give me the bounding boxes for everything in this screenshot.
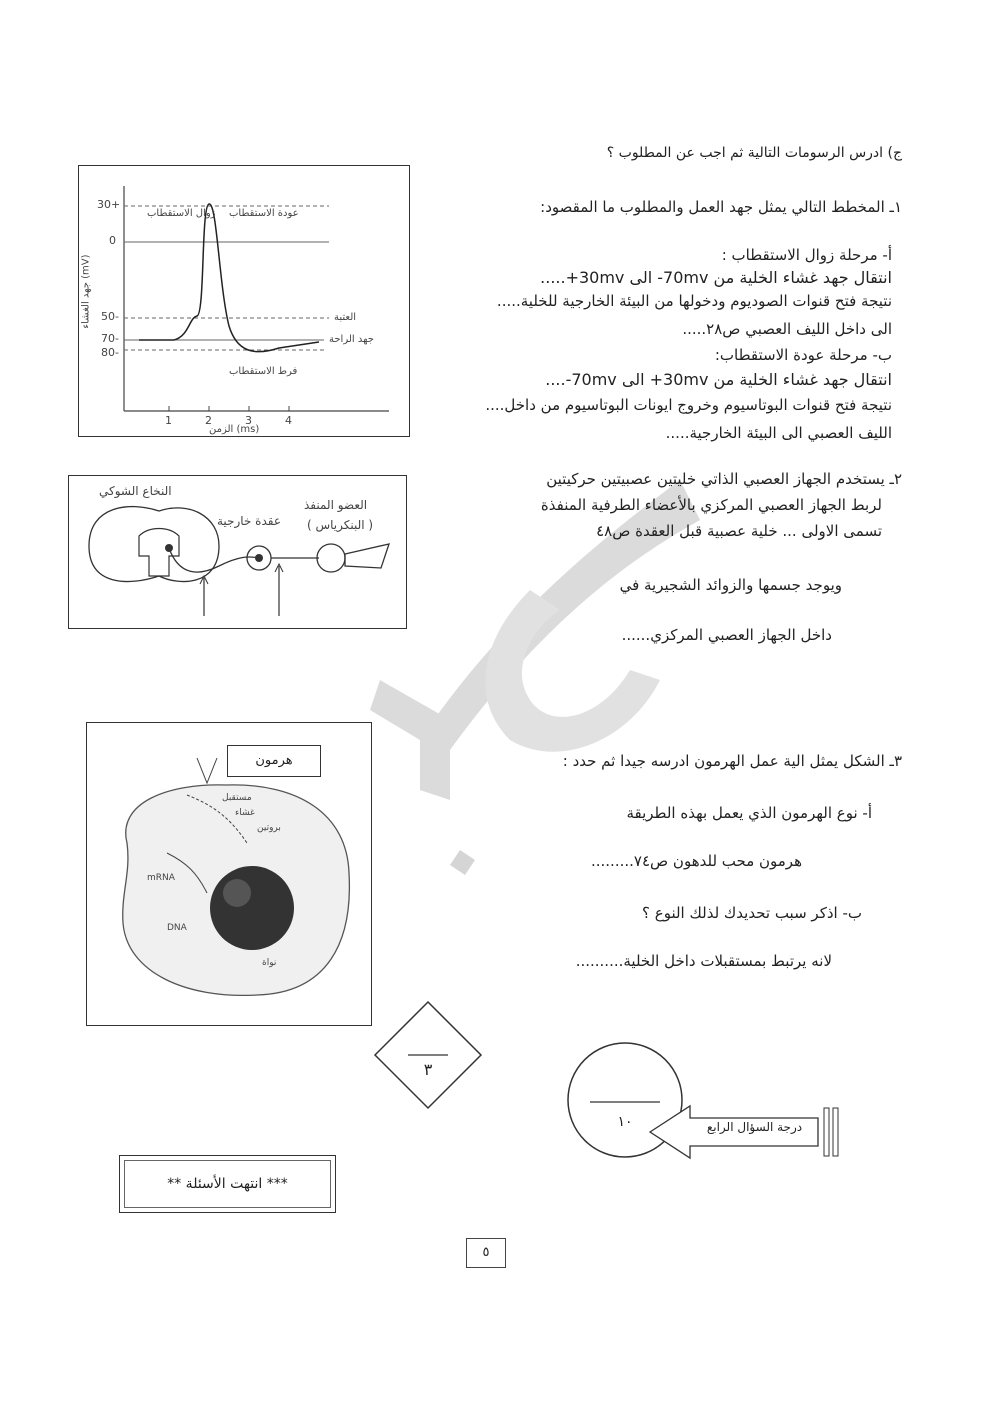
end-of-questions-box (119, 1155, 336, 1213)
x-label-1: 1 (165, 414, 172, 427)
q3-a-answer: هرمون محب للدهون ص٧٤......... (590, 852, 802, 870)
y-label-minus80: -80 (101, 346, 119, 359)
x-label-4: 4 (285, 414, 292, 427)
q3-b: ب- اذكر سبب تحديدك لذلك النوع ؟ (642, 904, 862, 922)
q2-line4: ويوجد جسمها والزوائد الشجيرية في (619, 576, 842, 594)
q1-a-line1: انتقال جهد غشاء الخلية من 70mv- الى 30mv+..... (540, 268, 892, 287)
x-label-3: 3 (245, 414, 252, 427)
nerve-pathway-figure (68, 475, 407, 629)
page-number-value: ٥ (482, 1245, 490, 1260)
part-nucleus: نواة (262, 958, 277, 968)
depolarization-label: زوال الاستقطاب (147, 208, 216, 219)
arrow-label: درجة السؤال الرابع (706, 1120, 803, 1134)
q3-b-answer: لانه يرتبط بمستقبلات داخل الخلية.......... (575, 952, 832, 970)
q1-b-line2: نتيجة فتح قنوات البوتاسيوم وخروج ايونات البوتاسيوم من داخل.... (485, 396, 892, 414)
q2-line1: ٢ـ يستخدم الجهاز العصبي الذاتي خليتين عصبيتين حركيتين (546, 470, 902, 488)
threshold-label: العتبة (334, 312, 357, 323)
q2-line5: داخل الجهاز العصبي المركزي...... (621, 626, 832, 644)
q2-line2: لربط الجهاز العصبي المركزي بالأعضاء الطرفية المنفذة (540, 496, 882, 514)
q2-line3: تسمى الاولى ... خلية عصبية قبل العقدة ص٤٨ (596, 522, 882, 540)
part-mrna: mRNA (147, 873, 175, 883)
q1-b-line1: انتقال جهد غشاء الخلية من 30mv+ الى 70mv-.... (545, 370, 892, 389)
y-axis-title: (mV) جهد الغشاء (80, 254, 92, 329)
y-label-0: 0 (109, 234, 116, 247)
effector-organ-label: العضو المنفذ (304, 498, 368, 512)
action-potential-figure (78, 165, 410, 437)
part-membrane: غشاء (235, 808, 255, 818)
part-protein: بروتين (257, 823, 281, 833)
ganglion-label: عقدة خارجية (217, 514, 281, 528)
q1-text: ١ـ المخطط التالي يمثل جهد العمل والمطلوب ما المقصود: (540, 198, 902, 216)
circle-grade-value: ١٠ (617, 1114, 633, 1130)
diamond-grade-value: ٣ (423, 1060, 433, 1079)
grade-diamond (373, 1000, 483, 1110)
q1-b-line3: الليف العصبي الى البيئة الخارجية..... (665, 424, 892, 442)
part-dna: DNA (167, 923, 187, 933)
x-axis-title: (ms) الزمن (209, 424, 260, 435)
q1-a-line2: نتيجة فتح قنوات الصوديوم ودخولها من البيئة الخارجية للخلية..... (496, 292, 892, 310)
hormone-mechanism-figure (86, 722, 372, 1026)
y-label-minus70: -70 (101, 332, 119, 345)
q3-line1: ٣ـ الشكل يمثل الية عمل الهرمون ادرسه جيدا ثم حدد : (562, 752, 902, 770)
y-label-minus50: -50 (101, 310, 119, 323)
q1-b-title: ب- مرحلة عودة الاستقطاب: (714, 346, 892, 364)
q1-a-title: أ- مرحلة زوال الاستقطاب : (721, 246, 892, 264)
grade-arrow (648, 1102, 848, 1162)
spinal-cord-label: النخاع الشوكي (99, 484, 172, 498)
y-label-plus30: +30 (97, 198, 121, 211)
hormone-label-box: هرمون (227, 745, 321, 777)
page-number (466, 1238, 506, 1268)
q1-a-line3: الى داخل الليف العصبي ص٢٨..... (682, 320, 892, 338)
section-title: ج) ادرس الرسومات التالية ثم اجب عن المطلوب ؟ (606, 145, 902, 161)
part-receptor: مستقبل (222, 793, 252, 803)
rest-potential-label: جهد الراحة (329, 334, 374, 345)
x-label-2: 2 (205, 414, 212, 427)
repolarization-label: عودة الاستقطاب (229, 208, 299, 219)
hyperpolarization-label: فرط الاستقطاب (229, 366, 298, 377)
q3-a: أ- نوع الهرمون الذي يعمل بهذه الطريقة (626, 804, 872, 822)
end-of-questions-text: *** انتهت الأسئلة ** (124, 1160, 331, 1208)
pancreas-label: ( البنكرياس ) (307, 518, 374, 532)
action-potential-graph (79, 166, 409, 436)
